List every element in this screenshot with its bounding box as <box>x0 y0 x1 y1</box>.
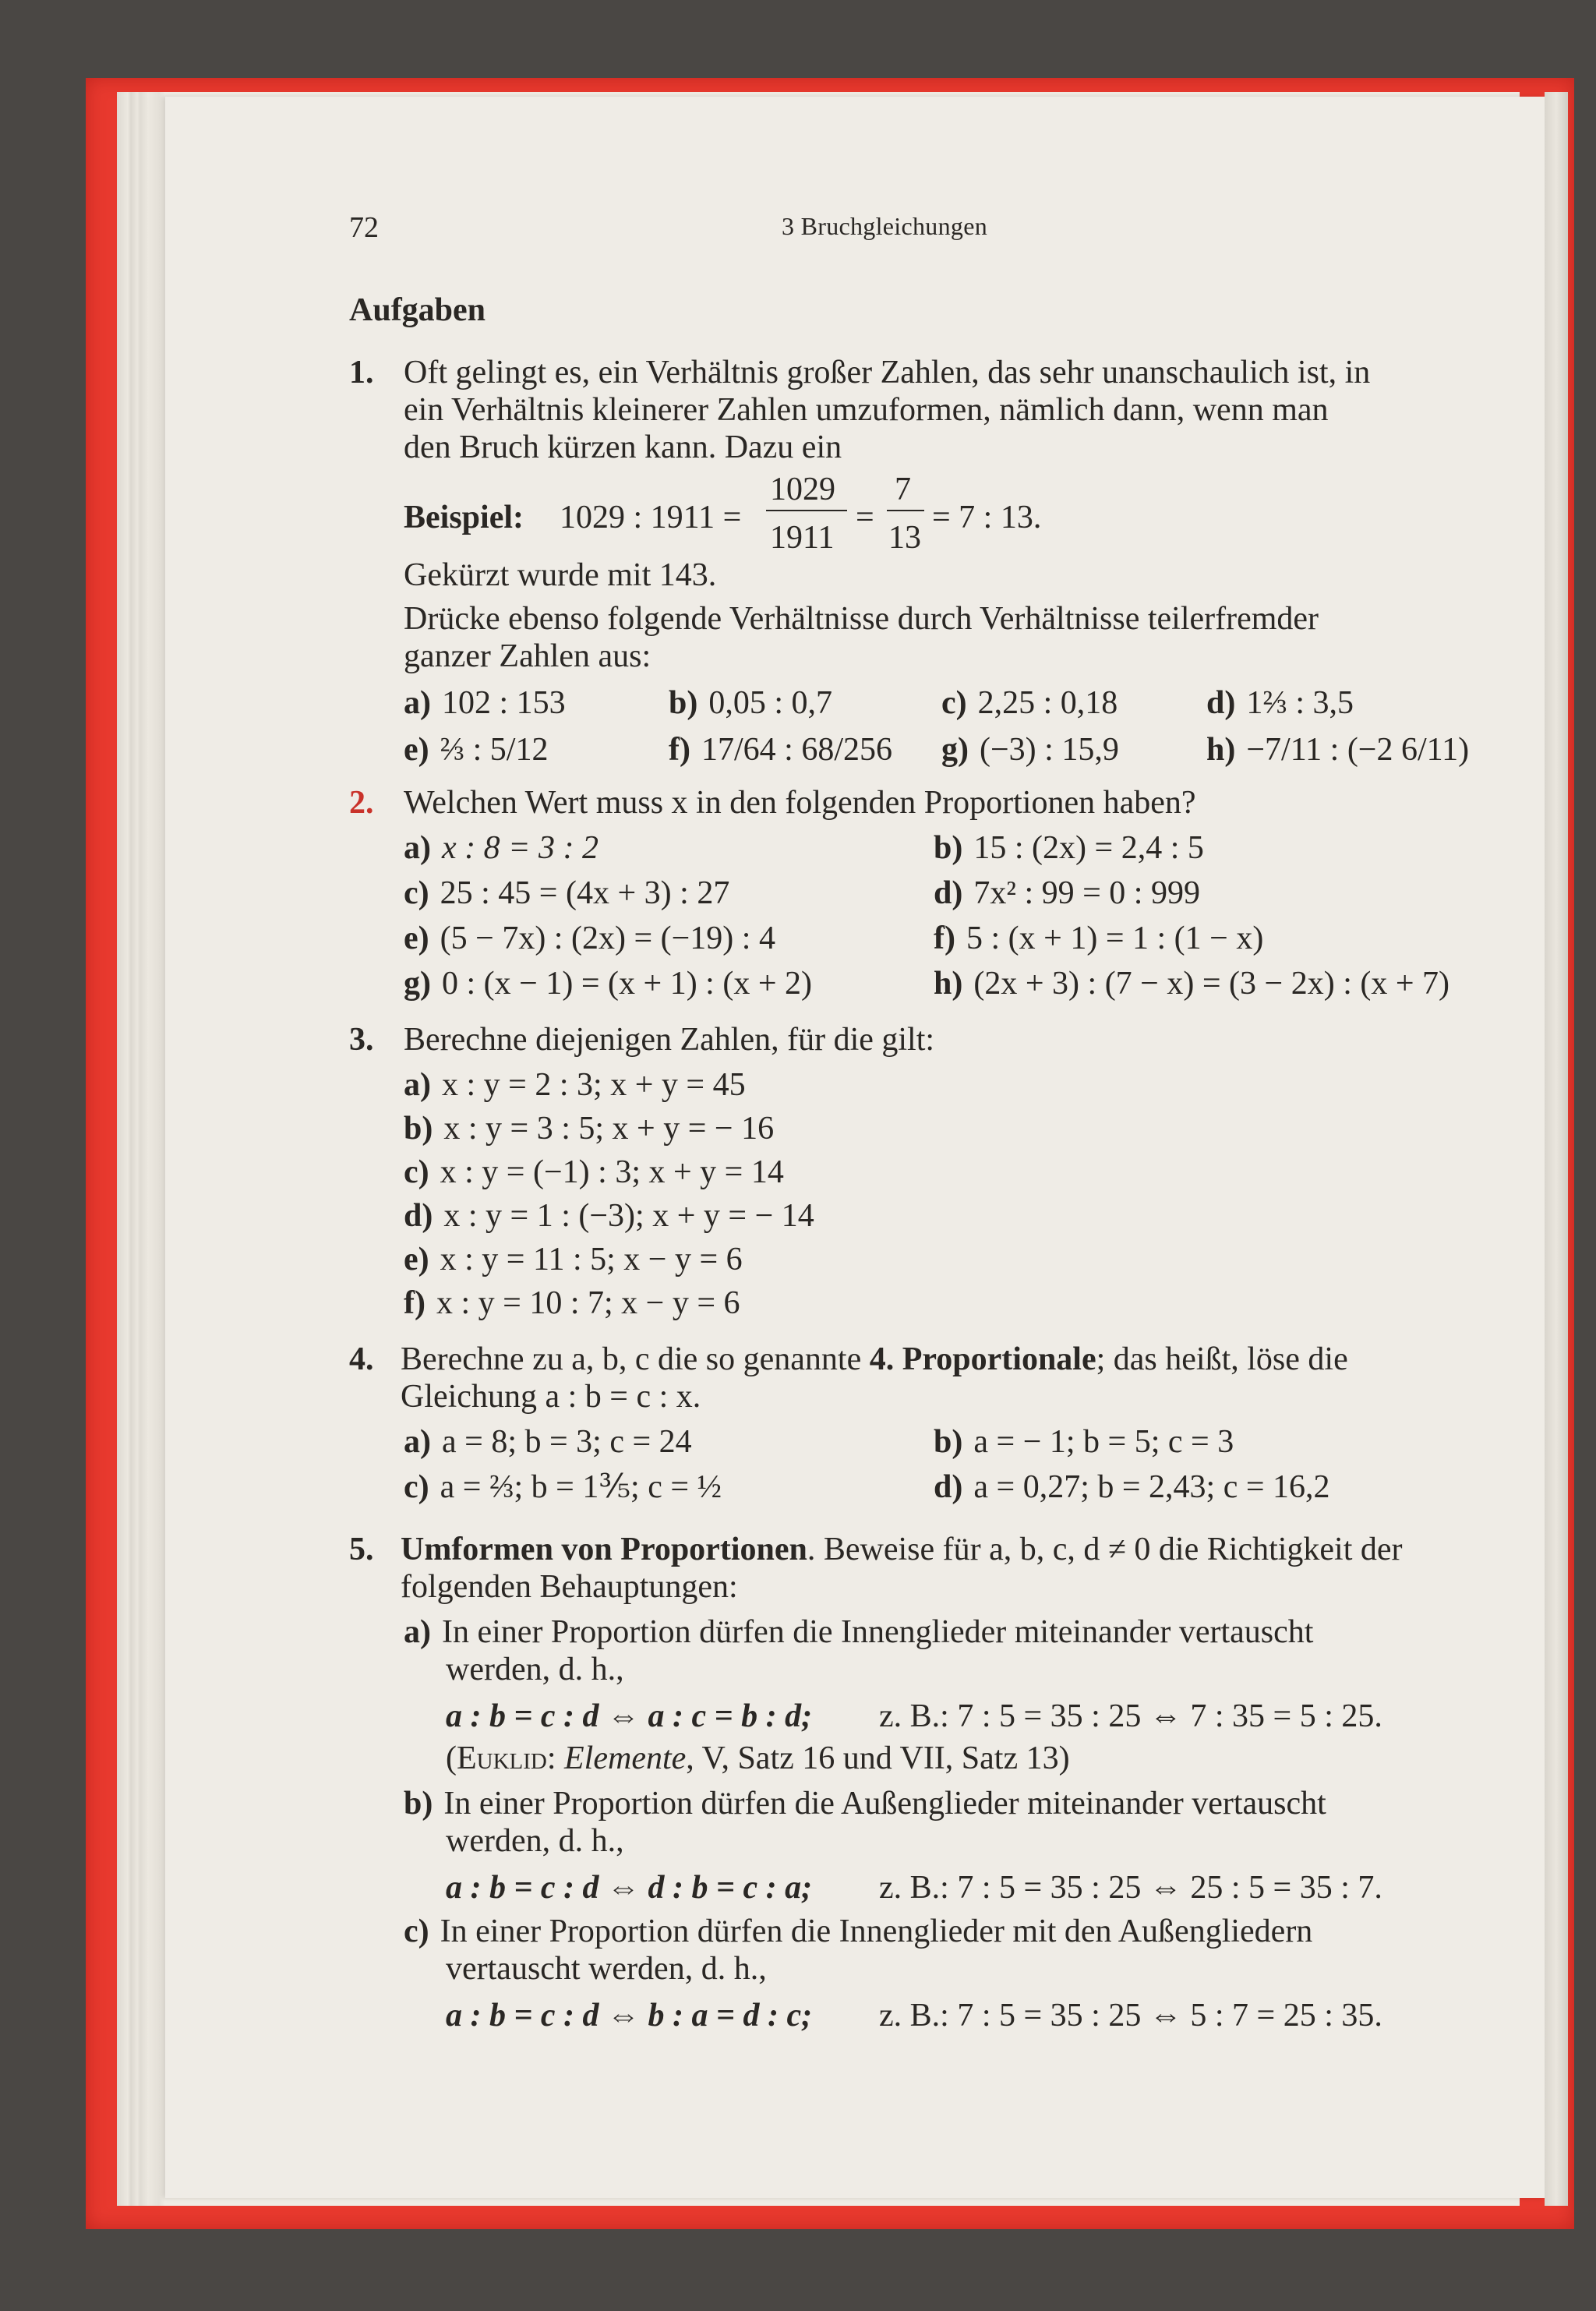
example-label: Beispiel: <box>404 500 524 535</box>
example-result: = 7 : 13. <box>932 500 1042 535</box>
list-item: g) 0 : (x − 1) = (x + 1) : (x + 2) <box>404 966 813 1002</box>
formula: a : b = c : d ⇔ d : b = c : a; <box>446 1870 813 1906</box>
equals-sign: = <box>856 500 874 535</box>
text-line: Gekürzt wurde mit 143. <box>404 557 717 593</box>
list-item: e) (5 − 7x) : (2x) = (−19) : 4 <box>404 921 775 956</box>
fraction-denominator: 13 <box>888 520 921 556</box>
text-line: Berechne zu a, b, c die so genannte 4. Proportionale; das heißt, löse die <box>401 1341 1348 1377</box>
list-item: b) x : y = 3 : 5; x + y = − 16 <box>404 1111 775 1147</box>
list-item: d) a = 0,27; b = 2,43; c = 16,2 <box>934 1469 1330 1505</box>
list-item: b) 0,05 : 0,7 <box>669 685 833 721</box>
formula: a : b = c : d ⇔ a : c = b : d; <box>446 1698 813 1734</box>
task-number: 5. <box>349 1532 374 1567</box>
example: z. B.: 7 : 5 = 35 : 25 ⇔ 25 : 5 = 35 : 7. <box>879 1870 1382 1906</box>
list-item: a) In einer Proportion dürfen die Innenglieder miteinander vertauscht <box>404 1614 1314 1650</box>
text-line: werden, d. h., <box>446 1652 624 1687</box>
running-head: 3 Bruchgleichungen <box>782 212 987 240</box>
list-item: d) x : y = 1 : (−3); x + y = − 14 <box>404 1198 814 1234</box>
list-item: f) 17/64 : 68/256 <box>669 732 892 768</box>
list-item: c) In einer Proportion dürfen die Innenglieder mit den Außengliedern <box>404 1913 1313 1949</box>
list-item: h) (2x + 3) : (7 − x) = (3 − 2x) : (x + 7) <box>934 966 1450 1002</box>
task-number: 4. <box>349 1341 374 1377</box>
list-item: b) a = − 1; b = 5; c = 3 <box>934 1424 1234 1460</box>
list-item: a) a = 8; b = 3; c = 24 <box>404 1424 692 1460</box>
text-line: Berechne diejenigen Zahlen, für die gilt: <box>404 1022 935 1058</box>
text-line: Gleichung a : b = c : x. <box>401 1379 701 1415</box>
page-edge <box>1545 92 1568 2206</box>
list-item: g) (−3) : 15,9 <box>941 732 1119 768</box>
example: z. B.: 7 : 5 = 35 : 25 ⇔ 5 : 7 = 25 : 35. <box>879 1998 1382 2034</box>
text-line: werden, d. h., <box>446 1823 624 1859</box>
fraction-bar <box>766 510 847 511</box>
list-item: a) x : 8 = 3 : 2 <box>404 830 598 866</box>
list-item: e) x : y = 11 : 5; x − y = 6 <box>404 1242 743 1277</box>
text-line: Drücke ebenso folgende Verhältnisse durch Verhältnisse teilerfremder <box>404 601 1319 637</box>
text-line: Oft gelingt es, ein Verhältnis großer Zahlen, das sehr unanschaulich ist, in <box>404 355 1371 390</box>
list-item: a) 102 : 153 <box>404 685 566 721</box>
list-item: c) x : y = (−1) : 3; x + y = 14 <box>404 1154 784 1190</box>
example: z. B.: 7 : 5 = 35 : 25 ⇔ 7 : 35 = 5 : 25. <box>879 1698 1382 1734</box>
list-item: e) ⅔ : 5/12 <box>404 732 549 768</box>
text-line: Welchen Wert muss x in den folgenden Proportionen haben? <box>404 785 1196 821</box>
task-number: 2. <box>349 785 374 821</box>
fraction-numerator: 1029 <box>770 472 835 507</box>
list-item: f) 5 : (x + 1) = 1 : (1 − x) <box>934 921 1264 956</box>
list-item: b) 15 : (2x) = 2,4 : 5 <box>934 830 1204 866</box>
text-line: Umformen von Proportionen. Beweise für a, b, c, d ≠ 0 die Richtigkeit der <box>401 1532 1403 1567</box>
text-line: vertauscht werden, d. h., <box>446 1951 767 1987</box>
list-item: c) 2,25 : 0,18 <box>941 685 1118 721</box>
list-item: c) a = ⅔; b = 1⅗; c = ½ <box>404 1469 722 1505</box>
list-item: f) x : y = 10 : 7; x − y = 6 <box>404 1285 740 1321</box>
list-item: b) In einer Proportion dürfen die Außenglieder miteinander vertauscht <box>404 1786 1326 1822</box>
list-item: d) 7x² : 99 = 0 : 999 <box>934 875 1200 911</box>
text-line: folgenden Behauptungen: <box>401 1569 738 1605</box>
section-title: Aufgaben <box>349 292 486 328</box>
text-line: ganzer Zahlen aus: <box>404 638 651 674</box>
page-header <box>349 210 1495 257</box>
formula: a : b = c : d ⇔ b : a = d : c; <box>446 1998 813 2034</box>
list-item: h) −7/11 : (−2 6/11) <box>1206 732 1470 768</box>
page-number: 72 <box>349 211 379 244</box>
list-item: d) 1⅔ : 3,5 <box>1206 685 1354 721</box>
text-line: ein Verhältnis kleinerer Zahlen umzuformen, nämlich dann, wenn man <box>404 392 1329 428</box>
fraction-bar <box>887 510 924 511</box>
task-number: 1. <box>349 355 374 390</box>
list-item: a) x : y = 2 : 3; x + y = 45 <box>404 1067 746 1103</box>
fraction-denominator: 1911 <box>770 520 835 556</box>
fraction-numerator: 7 <box>895 472 911 507</box>
list-item: c) 25 : 45 = (4x + 3) : 27 <box>404 875 730 911</box>
example-formula: 1029 : 1911 = <box>560 500 742 535</box>
reference: (Euklid: Elemente, V, Satz 16 und VII, Satz 13) <box>446 1740 1070 1776</box>
text-line: den Bruch kürzen kann. Dazu ein <box>404 429 842 465</box>
task-number: 3. <box>349 1022 374 1058</box>
